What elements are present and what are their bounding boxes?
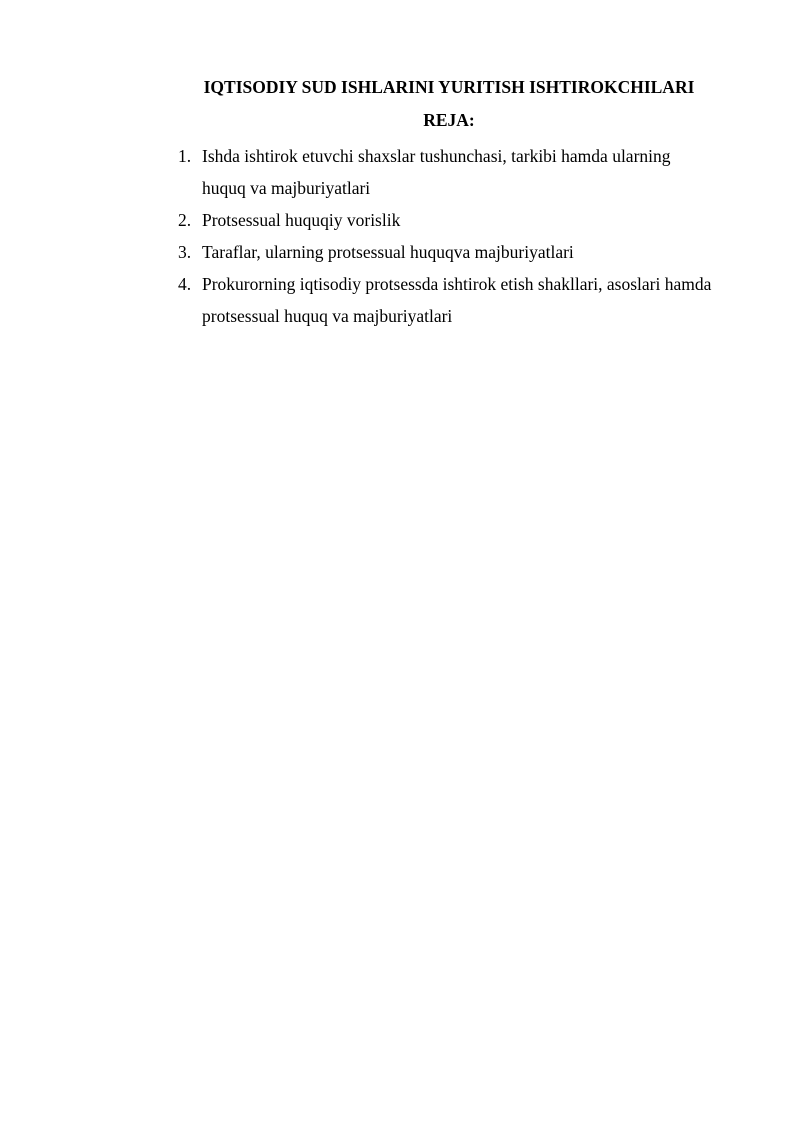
- plan-item-1: [178, 140, 718, 204]
- plan-item-4: [178, 268, 718, 332]
- plan-item-text: Prokurorning iqtisodiy protsessda ishtirok etish shakllari, asoslari hamda protsessual huquq va majburiyatlari: [202, 274, 712, 326]
- plan-item-2: [178, 204, 718, 236]
- plan-item-text: Protsessual huquqiy vorislik: [202, 210, 401, 230]
- plan-item-number: 2.: [178, 210, 192, 230]
- plan-heading: REJA:: [423, 110, 475, 130]
- plan-item-3: [178, 236, 718, 268]
- plan-item-text: Ishda ishtirok etuvchi shaxslar tushunchasi, tarkibi hamda ularning huquq va majburiyatlari: [202, 146, 671, 198]
- plan-item-number: 4.: [178, 274, 192, 294]
- document-title: IQTISODIY SUD ISHLARINI YURITISH ISHTIROKCHILARI: [203, 77, 695, 97]
- plan-item-number: 1.: [178, 146, 192, 166]
- plan-list: [178, 140, 718, 332]
- plan-item-number: 3.: [178, 242, 192, 262]
- plan-item-text: Taraflar, ularning protsessual huquqva majburiyatlari: [202, 242, 574, 262]
